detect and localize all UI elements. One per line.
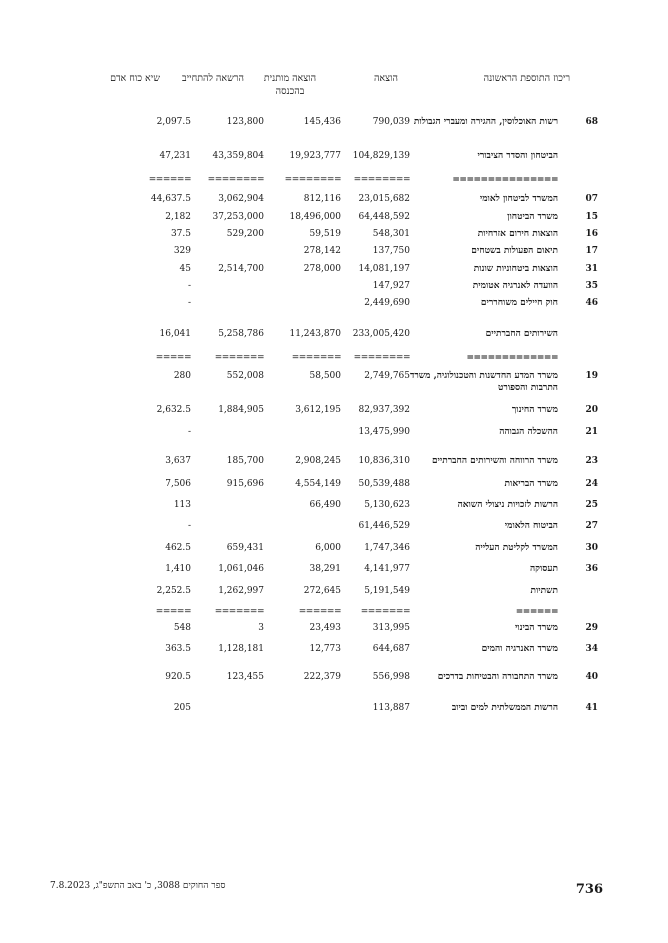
- manpower-cell: ======: [148, 175, 191, 185]
- item-name: הביטחון והסדר הציבורי: [477, 151, 558, 161]
- item-code: 19: [585, 371, 598, 381]
- expense-cell: 556,998: [372, 672, 410, 682]
- item-code: 31: [585, 264, 598, 274]
- page-number: 736: [575, 882, 603, 897]
- conditional-expense-cell: 222,379: [303, 672, 341, 682]
- manpower-cell: 1,410: [165, 564, 191, 574]
- item-code: 41: [585, 703, 598, 713]
- manpower-cell: 2,097.5: [156, 117, 191, 127]
- item-name: השירותים החברתיים: [485, 329, 558, 339]
- conditional-expense-cell: 38,291: [309, 564, 341, 574]
- expense-cell: 61,446,529: [358, 521, 410, 531]
- manpower-cell: 363.5: [165, 644, 191, 654]
- commitment-cell: 1,061,046: [218, 564, 264, 574]
- manpower-cell: 7,506: [165, 479, 191, 489]
- item-code: 17: [585, 246, 598, 256]
- commitment-cell: =======: [214, 607, 264, 617]
- expense-cell: 5,191,549: [364, 586, 410, 596]
- conditional-expense-cell: 19,923,777: [289, 151, 341, 161]
- expense-cell: 1,747,346: [364, 543, 410, 553]
- conditional-expense-cell: 278,142: [303, 246, 341, 256]
- manpower-cell: -: [187, 427, 191, 437]
- commitment-cell: 123,455: [226, 672, 264, 682]
- expense-cell: 313,995: [372, 623, 410, 633]
- commitment-cell: 3,062,904: [218, 194, 264, 204]
- manpower-cell: 462.5: [165, 543, 191, 553]
- col-header-manpower: שיא כוח אדם: [110, 73, 160, 84]
- conditional-expense-cell: ========: [284, 175, 341, 185]
- table-title: ריכוז התוספת הראשונה: [483, 73, 570, 84]
- manpower-cell: -: [187, 521, 191, 531]
- col-header-commitment-authority: הרשאה להתחייב: [182, 73, 244, 84]
- commitment-cell: 1,128,181: [218, 644, 264, 654]
- expense-cell: =======: [360, 607, 410, 617]
- conditional-expense-cell: 59,519: [309, 229, 341, 239]
- item-code: 21: [585, 427, 598, 437]
- item-name: משרד הביטחון: [507, 212, 558, 222]
- conditional-expense-cell: 3,612,195: [295, 405, 341, 415]
- item-code: 46: [585, 298, 598, 308]
- item-name: רשות האוכלוסין, ההגירה ומעברי הגבולות: [413, 117, 558, 127]
- conditional-expense-cell: 6,000: [315, 543, 341, 553]
- manpower-cell: 2,252.5: [156, 586, 191, 596]
- conditional-expense-cell: 66,490: [309, 500, 341, 510]
- expense-cell: 5,130,623: [364, 500, 410, 510]
- item-name: משרד החינוך: [511, 405, 558, 415]
- item-name: הוצאות חירום אזרחיות: [477, 229, 558, 239]
- expense-cell: 50,539,488: [358, 479, 410, 489]
- expense-cell: 790,039: [372, 117, 410, 127]
- expense-cell: 644,687: [372, 644, 410, 654]
- conditional-expense-cell: 58,500: [309, 371, 341, 381]
- conditional-expense-cell: 145,436: [303, 117, 341, 127]
- commitment-cell: 3: [258, 623, 264, 633]
- item-code: 30: [585, 543, 598, 553]
- item-code: 40: [585, 672, 598, 682]
- item-name: המשרד לביטחון לאומי: [479, 194, 558, 204]
- commitment-cell: 185,700: [226, 456, 264, 466]
- conditional-expense-cell: 812,116: [303, 194, 341, 204]
- manpower-cell: 2,632.5: [156, 405, 191, 415]
- item-name: הרשות הממשלתית למים וביוב: [451, 703, 558, 713]
- item-code: 07: [585, 194, 598, 204]
- conditional-expense-cell: 12,773: [309, 644, 341, 654]
- item-name: משרד הבריאות: [504, 479, 558, 489]
- manpower-cell: 16,041: [159, 329, 191, 339]
- item-name: ======: [515, 607, 558, 617]
- expense-cell: 147,927: [372, 281, 410, 291]
- conditional-expense-cell: ======: [298, 607, 341, 617]
- manpower-cell: =====: [155, 353, 191, 363]
- expense-cell: 2,449,690: [364, 298, 410, 308]
- item-code: 27: [585, 521, 598, 531]
- manpower-cell: -: [187, 298, 191, 308]
- item-code: 23: [585, 456, 598, 466]
- commitment-cell: 2,514,700: [218, 264, 264, 274]
- expense-cell: 233,005,420: [352, 329, 410, 339]
- conditional-expense-cell: 18,496,000: [289, 212, 341, 222]
- manpower-cell: 205: [173, 703, 191, 713]
- item-name: תעסוקה: [530, 564, 558, 574]
- manpower-cell: 3,637: [165, 456, 191, 466]
- item-code: 34: [585, 644, 598, 654]
- conditional-expense-cell: 4,554,149: [295, 479, 341, 489]
- conditional-expense-cell: =======: [291, 353, 341, 363]
- expense-cell: 548,301: [372, 229, 410, 239]
- item-name: הרשות לזכויות ניצולי השואה: [457, 500, 558, 510]
- expense-cell: 2,749,765: [364, 371, 410, 381]
- commitment-cell: 37,253,000: [212, 212, 264, 222]
- expense-cell: 104,829,139: [352, 151, 410, 161]
- footer-citation: ספר החוקים 3088, כ' באב התשפ"ג, 7.8.2023: [50, 881, 226, 891]
- conditional-expense-cell: 23,493: [309, 623, 341, 633]
- manpower-cell: 45: [179, 264, 191, 274]
- item-code: 15: [585, 212, 598, 222]
- item-code: 68: [585, 117, 598, 127]
- manpower-cell: 44,637.5: [150, 194, 191, 204]
- expense-cell: 113,887: [372, 703, 410, 713]
- item-name: תיאום הפעולות בשטחים: [471, 246, 558, 256]
- conditional-expense-cell: 2,908,245: [295, 456, 341, 466]
- expense-cell: 14,081,197: [358, 264, 410, 274]
- manpower-cell: 37.5: [170, 229, 191, 239]
- item-name: ההשכלה הגבוהה: [499, 427, 558, 437]
- commitment-cell: ========: [207, 175, 264, 185]
- expense-cell: 64,448,592: [358, 212, 410, 222]
- manpower-cell: 113: [173, 500, 191, 510]
- item-name: ===============: [452, 175, 558, 185]
- item-name: המשרד לקליטת העלייה: [475, 543, 558, 553]
- manpower-cell: =====: [155, 607, 191, 617]
- conditional-expense-cell: 272,645: [303, 586, 341, 596]
- col-header-expense: הוצאה: [373, 73, 398, 84]
- item-code: 29: [585, 623, 598, 633]
- commitment-cell: 659,431: [226, 543, 264, 553]
- commitment-cell: 43,359,804: [212, 151, 264, 161]
- manpower-cell: 329: [173, 246, 191, 256]
- manpower-cell: 47,231: [159, 151, 191, 161]
- expense-cell: 4,141,977: [364, 564, 410, 574]
- item-name: משרד הבינוי: [514, 623, 558, 633]
- manpower-cell: -: [187, 281, 191, 291]
- item-name: הביטוח הלאומי: [504, 521, 558, 531]
- item-code: 25: [585, 500, 598, 510]
- item-name: =============: [466, 353, 558, 363]
- item-name: משרד האנרגיה והמים: [481, 644, 558, 654]
- commitment-cell: 123,800: [226, 117, 264, 127]
- commitment-cell: 1,884,905: [218, 405, 264, 415]
- item-name: תשתיות: [530, 586, 558, 596]
- conditional-expense-cell: 278,000: [303, 264, 341, 274]
- commitment-cell: =======: [214, 353, 264, 363]
- commitment-cell: 529,200: [226, 229, 264, 239]
- item-name: משרד המדע החדשנות והטכנולוגיה, משרד התרבות והספורט: [410, 371, 558, 393]
- expense-cell: 10,836,310: [358, 456, 410, 466]
- commitment-cell: 1,262,997: [218, 586, 264, 596]
- item-code: 36: [585, 564, 598, 574]
- manpower-cell: 920.5: [165, 672, 191, 682]
- item-name: הוועדה לאנרגיה אטומית: [472, 281, 558, 291]
- expense-cell: 137,750: [372, 246, 410, 256]
- expense-cell: ========: [353, 353, 410, 363]
- item-name: הוצאות ביטחוניות שונות: [473, 264, 558, 274]
- conditional-expense-cell: 11,243,870: [289, 329, 341, 339]
- commitment-cell: 5,258,786: [218, 329, 264, 339]
- commitment-cell: 552,008: [226, 371, 264, 381]
- manpower-cell: 280: [173, 371, 191, 381]
- item-code: 24: [585, 479, 598, 489]
- manpower-cell: 2,182: [165, 212, 191, 222]
- item-name: משרד הרווחה והשירותים החברתיים: [431, 456, 558, 466]
- expense-cell: 82,937,392: [358, 405, 410, 415]
- item-code: 16: [585, 229, 598, 239]
- item-code: 35: [585, 281, 598, 291]
- item-name: חוק חיילים משוחררים: [480, 298, 558, 308]
- col-header-conditional-expense: הוצאה מותנית בהכנסה: [263, 73, 317, 97]
- expense-cell: 13,475,990: [358, 427, 410, 437]
- expense-cell: 23,015,682: [358, 194, 410, 204]
- manpower-cell: 548: [173, 623, 191, 633]
- expense-cell: ========: [353, 175, 410, 185]
- commitment-cell: 915,696: [226, 479, 264, 489]
- item-name: משרד התחבורה והבטיחות בדרכים: [437, 672, 558, 682]
- item-code: 20: [585, 405, 598, 415]
